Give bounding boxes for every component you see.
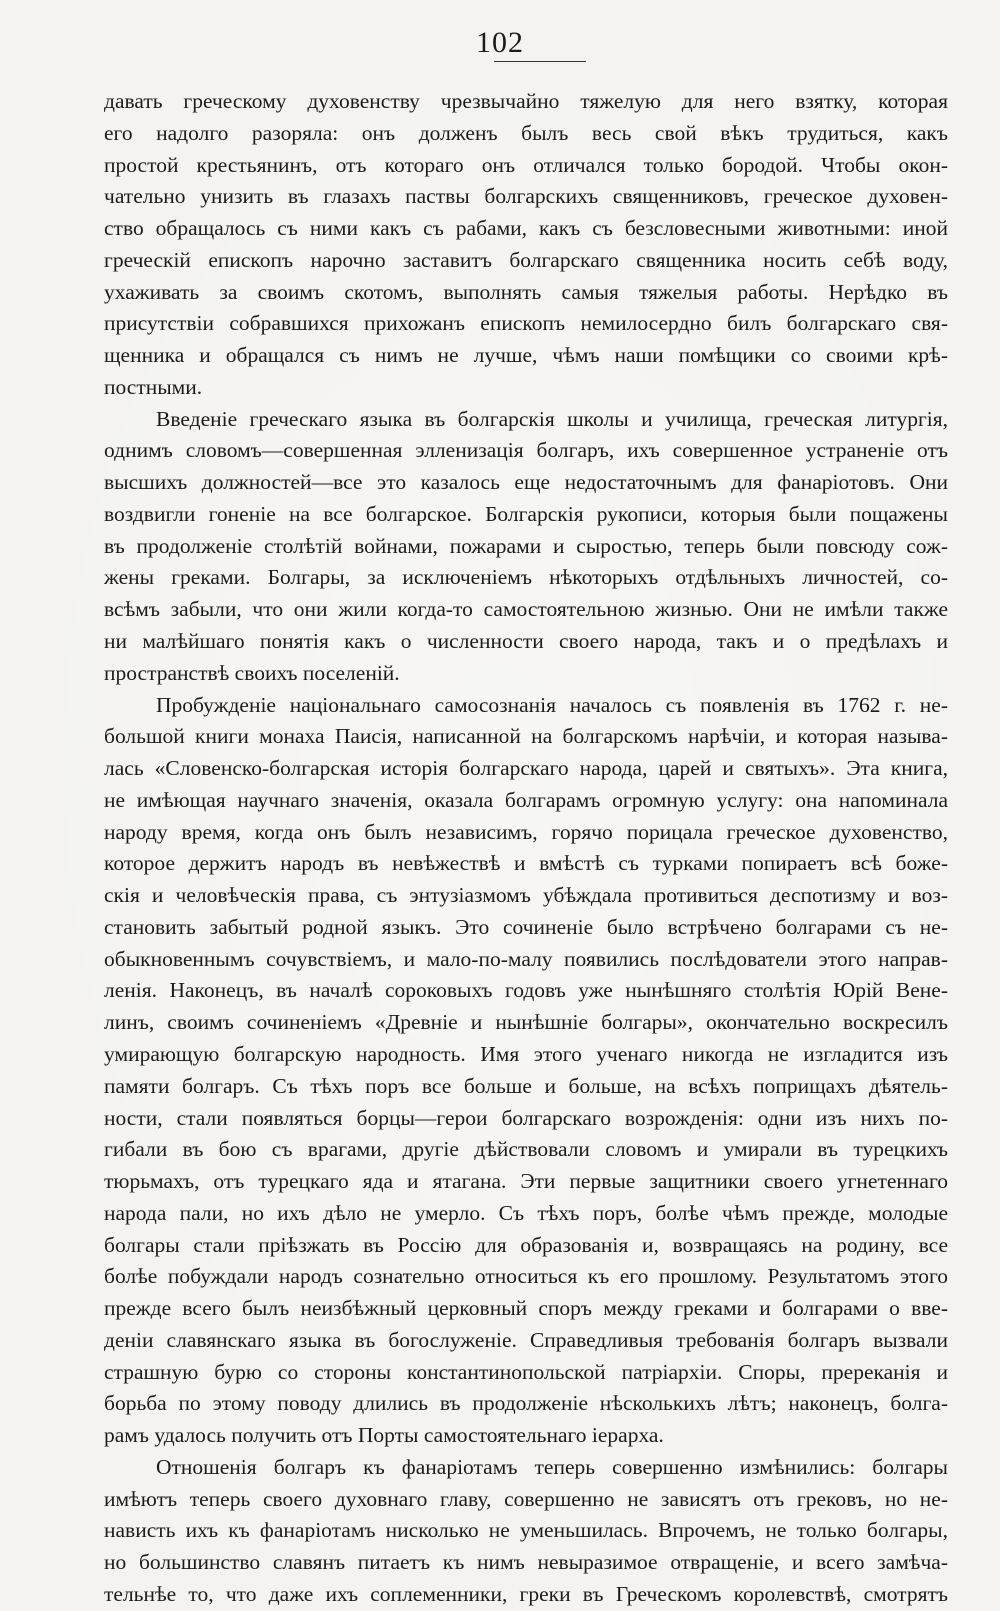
- text-line: линъ, своимъ сочиненіемъ «Древніе и нынѣшніе болгары», окончательно воскресилъ: [104, 1010, 948, 1035]
- text-line: но большинство славянъ питаетъ къ нимъ невыразимое отвращеніе, и всего замѣча-: [104, 1550, 948, 1575]
- text-line: ни малѣйшаго понятія какъ о численности своего народа, такъ и о предѣлахъ и: [104, 629, 948, 654]
- text-line: болѣе побуждали народъ сознательно относиться къ его прошлому. Результатомъ этого: [104, 1264, 948, 1289]
- text-line: народа пали, но ихъ дѣло не умерло. Съ тѣхъ поръ, болѣе чѣмъ прежде, молодые: [104, 1200, 948, 1225]
- text-line: воздвигли гоненіе на все болгарское. Болгарскія рукописи, которыя были пощажены: [104, 501, 948, 526]
- text-line: болгары стали пріѣзжать въ Россію для образованія и, возвращаясь на родину, все: [104, 1232, 948, 1257]
- text-line: простой крестьянинъ, отъ котораго онъ отличался только бородой. Чтобы окон-: [104, 152, 948, 177]
- text-line: обыкновеннымъ сочувствіемъ, и мало-по-малу появились послѣдователи этого направ-: [104, 946, 948, 971]
- text-line: Введеніе греческаго языка въ болгарскія школы и училища, греческая литургія,: [156, 406, 948, 431]
- text-line: скія и человѣческія права, съ энтузіазмомъ убѣждала противиться деспотизму и воз-: [104, 883, 948, 908]
- text-line: ухаживать за своимъ скотомъ, выполнять самыя тяжелыя работы. Нерѣдко въ: [104, 279, 948, 304]
- page-number-rule: [494, 61, 586, 62]
- text-line: однимъ словомъ—совершенная элленизація болгаръ, ихъ совершенное устраненіе отъ: [104, 438, 948, 463]
- paragraph: [104, 86, 948, 404]
- text-line: всѣмъ забыли, что они жили когда-то самостоятельною жизнью. Они не имѣли также: [104, 597, 948, 622]
- paragraph: [104, 404, 948, 690]
- text-line: имѣютъ теперь своего духовнаго главу, совершенно не зависятъ отъ грековъ, но не-: [104, 1486, 948, 1511]
- text-line: чательно унизить въ глазахъ паствы болгарскихъ священниковъ, греческое духовен-: [104, 184, 948, 209]
- text-line: которое держитъ народъ въ невѣжествѣ и вмѣстѣ съ турками попираетъ всѣ боже-: [104, 851, 948, 876]
- page-number: 102: [476, 26, 524, 59]
- body-text: [104, 86, 948, 1611]
- text-line: давать греческому духовенству чрезвычайно тяжелую для него взятку, которая: [104, 89, 948, 113]
- text-line: тельнѣе то, что даже ихъ соплеменники, греки въ Греческомъ королевствѣ, смотрятъ: [104, 1581, 948, 1606]
- text-line: ленія. Наконецъ, въ началѣ сороковыхъ годовъ уже нынѣшняго столѣтія Юрій Вене-: [104, 978, 948, 1003]
- text-line: борьба по этому поводу длились въ продолженіе нѣсколькихъ лѣтъ; наконецъ, болга-: [104, 1391, 948, 1416]
- paragraph: [104, 690, 948, 1452]
- text-line: его надолго разоряла: онъ долженъ былъ весь свой вѣкъ трудиться, какъ: [104, 120, 948, 145]
- text-line: постными.: [104, 374, 203, 399]
- text-line: въ продолженіе столѣтій войнами, пожарами и сыростью, теперь были повсюду сож-: [104, 533, 948, 558]
- text-line: Пробужденіе національнаго самосознанія началось съ появленія въ 1762 г. не-: [156, 692, 948, 717]
- text-line: прежде всего былъ неизбѣжный церковный споръ между греками и болгарами о вве-: [104, 1296, 948, 1321]
- text-line: большой книги монаха Паисія, написанной на болгарскомъ нарѣчіи, и которая называ-: [104, 724, 948, 749]
- text-line: гибали въ бою съ врагами, другіе дѣйствовали словомъ и умирали въ турецкихъ: [104, 1137, 948, 1162]
- text-line: страшную бурю со стороны константинопольской патріархіи. Споры, пререканія и: [104, 1359, 948, 1384]
- text-line: памяти болгаръ. Съ тѣхъ поръ все больше и больше, на всѣхъ поприщахъ дѣятель-: [104, 1073, 948, 1098]
- text-line: не имѣющая научнаго значенія, оказала болгарамъ огромную услугу: она напоминала: [104, 787, 948, 812]
- paragraph: [104, 1452, 948, 1611]
- text-line: народу время, когда онъ былъ независимъ, горячо порицала греческое духовенство,: [104, 819, 948, 844]
- text-line: присутствіи собравшихся прихожанъ епископъ немилосердно билъ болгарскаго свя-: [104, 311, 948, 336]
- text-line: ности, стали появляться борцы—герои болгарскаго возрожденія: одни изъ нихъ по-: [104, 1105, 948, 1130]
- text-line: жены греками. Болгары, за исключеніемъ нѣкоторыхъ отдѣльныхъ личностей, со-: [104, 565, 948, 590]
- text-line: рамъ удалось получить отъ Порты самостоятельнаго іерарха.: [104, 1423, 664, 1448]
- text-line: греческій епископъ нарочно заставитъ болгарскаго священника носить себѣ воду,: [104, 247, 948, 272]
- text-line: щенника и обращался съ нимъ не лучше, чѣмъ наши помѣщики со своими крѣ-: [104, 343, 948, 368]
- text-line: высшихъ должностей—все это казалось еще недостаточнымъ для фанаріотовъ. Они: [104, 470, 948, 495]
- text-line: пространствѣ своихъ поселеній.: [104, 660, 400, 685]
- text-line: лась «Словенско-болгарская исторія болгарскаго народа, царей и святыхъ». Эта книга,: [104, 756, 948, 781]
- text-line: становить забытый родной языкъ. Это сочиненіе было встрѣчено болгарами съ не-: [104, 914, 948, 939]
- text-line: ство обращалось съ ними какъ съ рабами, какъ съ безсловесными животными: иной: [104, 216, 948, 241]
- text-line: тюрьмахъ, отъ турецкаго яда и ятагана. Эти первые защитники своего угнетеннаго: [104, 1169, 948, 1194]
- text-line: нависть ихъ къ фанаріотамъ нисколько не уменьшилась. Впрочемъ, не только болгары,: [104, 1518, 948, 1543]
- text-line: умирающую болгарскую народность. Имя этого ученаго никогда не изгладится изъ: [104, 1041, 948, 1066]
- text-line: Отношенія болгаръ къ фанаріотамъ теперь совершенно измѣнились: болгары: [156, 1454, 948, 1479]
- text-line: деніи славянскаго языка въ богослуженіе. Справедливыя требованія болгаръ вызвали: [104, 1327, 948, 1352]
